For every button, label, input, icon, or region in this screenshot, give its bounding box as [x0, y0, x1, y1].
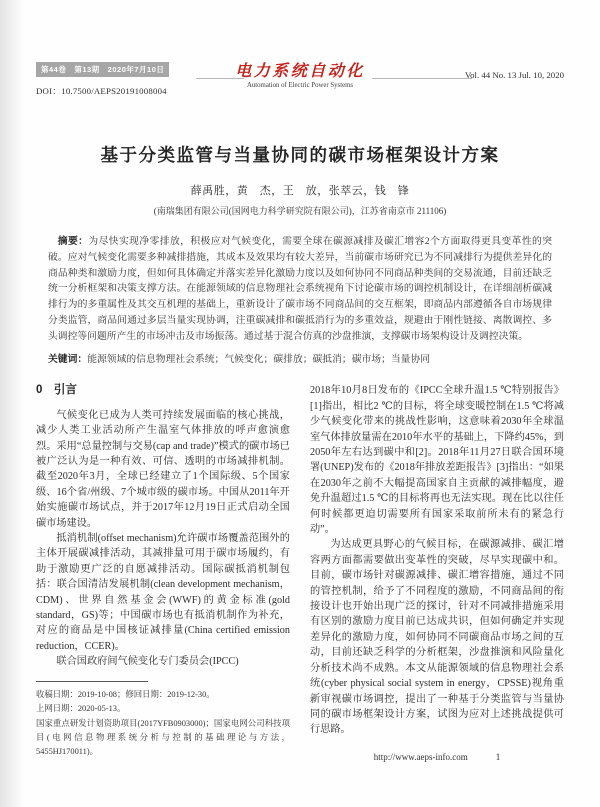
intro-paragraph: 联合国政府间气候变化专门委员会(IPCC) — [56, 656, 239, 668]
footnote-block — [36, 688, 290, 760]
journal-logo — [210, 58, 390, 89]
journal-logo-english: Automation of Electric Power Systems — [246, 82, 354, 89]
section-heading-introduction: 0 引言 — [36, 384, 77, 397]
journal-url: http://www.aeps-info.com — [373, 751, 468, 762]
intro-paragraph: 抵消机制(offset mechanism)允许碳市场覆盖范围外的主体开展碳减排活动，其减排量可用于碳市场履约，有助于激励更广泛的自愿减排活动。国际碳抵消机制包括：联合国清洁发展机制(clean development mechanism，CDM)、世界自然基金会(WWF)的黄金标准(gold standard，GS)等；中国碳市场也有抵消机制作为补充，对应的商品是中国核证减排量(China certified emission reduction，CCER)。 — [36, 533, 290, 652]
issue-info-badge: 第44卷 第13期 2020年7月10日 — [36, 62, 169, 77]
abstract-block — [48, 234, 552, 345]
author-list: 薛禹胜，黄 杰，王 放，张萃云，钱 锋 — [190, 185, 410, 197]
journal-logo-chinese: 电力系统自动化 — [235, 63, 365, 80]
page-number: 1 — [495, 751, 501, 762]
footnote-funding: 国家重点研发计划资助项目(2017YFB0903000)；国家电网公司科技项目(电网信息物理系统分析与控制的基础理论与方法，5455HJ170011)。 — [36, 718, 290, 757]
header-rule-right — [372, 78, 472, 79]
abstract-label: 摘要： — [57, 236, 89, 247]
volume-issue-date: Vol. 44 No. 13 Jul. 10, 2020 — [464, 70, 564, 80]
intro-paragraph: 2018年10月8日发布的《IPCC全球升温1.5 ℃特别报告》[1]指出，相比2 ℃的目标，将全球变暖控制在1.5 ℃将减少气候变化带来的挑战性影响，这意味着2030年全球温室气体排放量需在2010年水平的基础上，下降约45%，到2050年左右达到碳中和[2]。2018年11月27日联合国环境署(UNEP)发布的《2018年排放差距报告》[3]指出：“如果在2030年之前不大幅提高国家自主贡献的减排幅度，避免升温超过1.5 ℃的目标将再也无法实现。现在比以往任何时候都更迫切需要所有国家采取前所未有的紧急行动”。 — [310, 385, 564, 536]
footnote-online-date: 上网日期：2020-05-13。 — [36, 704, 126, 714]
left-column — [36, 383, 290, 765]
page-footer — [310, 750, 564, 765]
abstract-paragraph — [48, 234, 552, 345]
intro-paragraph: 为达成更具野心的气候目标，在碳源减排、碳汇增容两方面都需要做出变革性的突破，尽早实现碳中和。目前，碳市场针对碳源减排、碳汇增容措施，通过不同的管控机制，给予了不同程度的激励，不同商品间的衔接设计也开始出现广泛的探讨，针对不同减排措施采用有区别的激励力度目前已达成共识，但如何确定并实现差异化的激励力度，如何协同不同碳商品市场之间的互动，目前还缺乏科学的分析框架，沙盘推演和风险量化分析技术尚不成熟。本文从能源领域的信息物理社会系统(cyber physical social system in energy，CPSSE)视角重新审视碳市场调控，提出了一种基于分类监管与当量协同的碳市场框架设计方案，试图为应对上述挑战提供可行思路。 — [310, 539, 564, 736]
affiliation: (南瑞集团有限公司(国网电力科学研究院有限公司)，江苏省南京市 211106) — [153, 206, 447, 216]
footnote-divider — [36, 681, 148, 682]
two-column-body — [36, 383, 564, 765]
abstract-text: 为尽快实现净零排放，积极应对气候变化，需要全球在碳源减排及碳汇增容2个方面取得更具变革性的突破。应对气候变化需要多种减排措施，其成本及效果均有较大差异，当前碳市场研究已为不同减排行为提供差异化的商品种类和激励力度，但如何具体确定并落实差异化激励力度以及如何协同不同商品种类间的交易流通，目前还缺乏统一分析框架和决策支撑方法。在能源领域的信息物理社会系统视角下讨论碳市场的调控机制设计，在详细剖析碳减排行为的多重属性及其交互机理的基础上，重新设计了碳市场不同商品间的交互框架，即商品内部遵循各自市场规律分类监管，商品间通过多层当量实现协调，注重碳减排和碳抵消行为的多重效益，规避由于刚性链接、离散调控、多头调控等问题所产生的市场冲击及市场振荡。通过基于混合仿真的沙盘推演，支撑碳市场架构设计及调控决策。 — [48, 236, 553, 342]
footnote-received-dates: 收稿日期：2019-10-08；修回日期：2019-12-30。 — [36, 689, 215, 699]
keywords-label: 关键词： — [48, 353, 88, 365]
keywords-text: 能源领域的信息物理社会系统；气候变化；碳排放；碳抵消；碳市场；当量协同 — [87, 353, 431, 365]
intro-paragraph: 气候变化已成为人类可持续发展面临的核心挑战，减少人类工业活动所产生温室气体排放的呼声愈演愈烈。采用“总量控制与交易(cap and trade)”模式的碳市场已被广泛认为是一种有效、可信、透明的市场减排机制。截至2020年3月，全球已经建立了1个国际级、5个国家级、16个省/州级、7个城市级的碳市场。中国从2011年开始实施碳市场试点，并于2017年12月19日正式启动全国碳市场建设。 — [36, 409, 290, 529]
doi-text: DOI：10.7500/AEPS20191008004 — [36, 86, 167, 96]
article-title: 基于分类监管与当量协同的碳市场框架设计方案 — [100, 145, 500, 165]
right-column — [310, 383, 564, 765]
keywords-line — [48, 352, 552, 368]
article-content — [36, 136, 564, 765]
